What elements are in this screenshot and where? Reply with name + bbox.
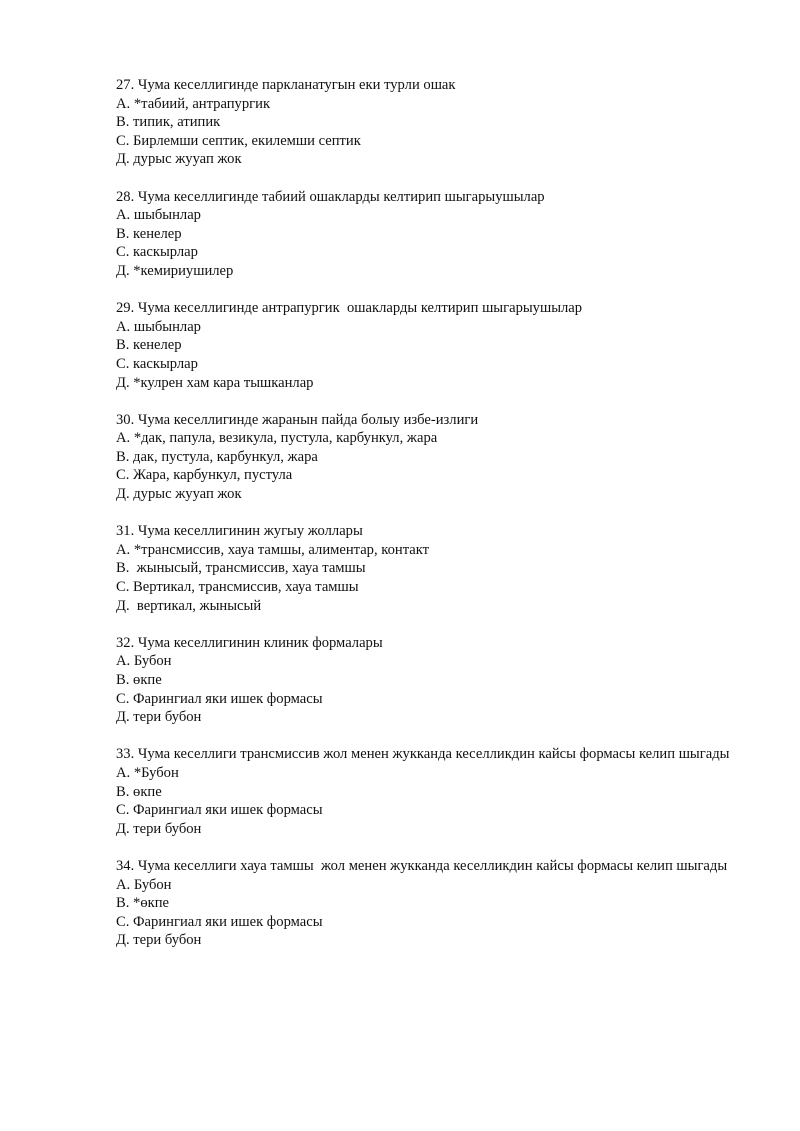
answer-option-c: С. каскырлар [116,355,198,372]
answer-option-a: А. шыбынлар [116,318,201,335]
question-stem: 34. Чума кеселлиги хауа тамшы жол менен жукканда кеселликдин кайсы формасы келип шыгады [116,857,728,874]
answer-option-b: В. типик, атипик [116,114,221,131]
answer-option-c: С. каскырлар [116,244,198,261]
question-33 [116,745,746,838]
answer-option-a: А. шыбынлар [116,207,201,224]
question-29 [116,299,746,392]
answer-option-a: А. *дак, папула, везикула, пустула, карбункул, жара [116,430,438,447]
answer-option-b: В. кенелер [116,225,182,242]
answer-option-d: Д. тери бубон [116,820,202,837]
answer-option-b: В. *өкпе [116,895,170,912]
question-stem: 31. Чума кеселлигинин жугыу жоллары [116,523,363,540]
answer-option-d: Д. тери бубон [116,932,202,949]
question-stem: 30. Чума кеселлигинде жаранын пайда болыу избе-излиги [116,411,479,428]
answer-option-c: С. Фарингиал яки ишек формасы [116,802,323,819]
answer-option-b: В. өкпе [116,783,162,800]
answer-option-b: В. кенелер [116,337,182,354]
document-page [116,76,746,969]
question-stem: 32. Чума кеселлигинин клиник формалары [116,634,383,651]
question-31 [116,522,746,615]
question-27 [116,76,746,169]
answer-option-d: Д. дурыс жууап жок [116,151,242,168]
question-stem: 27. Чума кеселлигинде паркланатугын еки турли ошак [116,77,456,93]
answer-option-c: С. Вертикал, трансмиссив, хауа тамшы [116,579,359,596]
question-stem: 29. Чума кеселлигинде антрапургик ошакларды келтирип шыгарыушылар [116,300,583,317]
answer-option-a: А. *Бубон [116,764,179,781]
answer-option-b: В. жынысый, трансмиссив, хауа тамшы [116,560,366,577]
answer-option-d: Д. *кемириушилер [116,262,234,279]
answer-option-d: Д. дурыс жууап жок [116,486,242,503]
answer-option-a: А. *трансмиссив, хауа тамшы, алиментар, контакт [116,541,430,558]
question-stem: 28. Чума кеселлигинде табиий ошакларды келтирип шыгарыушылар [116,188,545,205]
answer-option-b: В. өкпе [116,672,162,688]
question-stem: 33. Чума кеселлиги трансмиссив жол менен жукканда кеселликдин кайсы формасы келип шыгады [116,746,730,763]
answer-option-a: А. Бубон [116,876,172,893]
answer-option-b: В. дак, пустула, карбункул, жара [116,448,318,465]
answer-option-d: Д. тери бубон [116,709,202,726]
answer-option-a: А. *табиий, антрапургик [116,95,271,112]
answer-option-d: Д. *кулрен хам кара тышканлар [116,374,314,391]
question-28 [116,188,746,281]
answer-option-c: С. Фарингиал яки ишек формасы [116,913,323,930]
question-32 [116,634,746,727]
answer-option-a: А. Бубон [116,653,172,670]
answer-option-c: С. Бирлемши септик, екилемши септик [116,132,361,149]
answer-option-d: Д. вертикал, жынысый [116,597,262,614]
question-34 [116,857,746,950]
question-30 [116,411,746,504]
answer-option-c: С. Фарингиал яки ишек формасы [116,690,323,707]
answer-option-c: С. Жара, карбункул, пустула [116,467,293,484]
